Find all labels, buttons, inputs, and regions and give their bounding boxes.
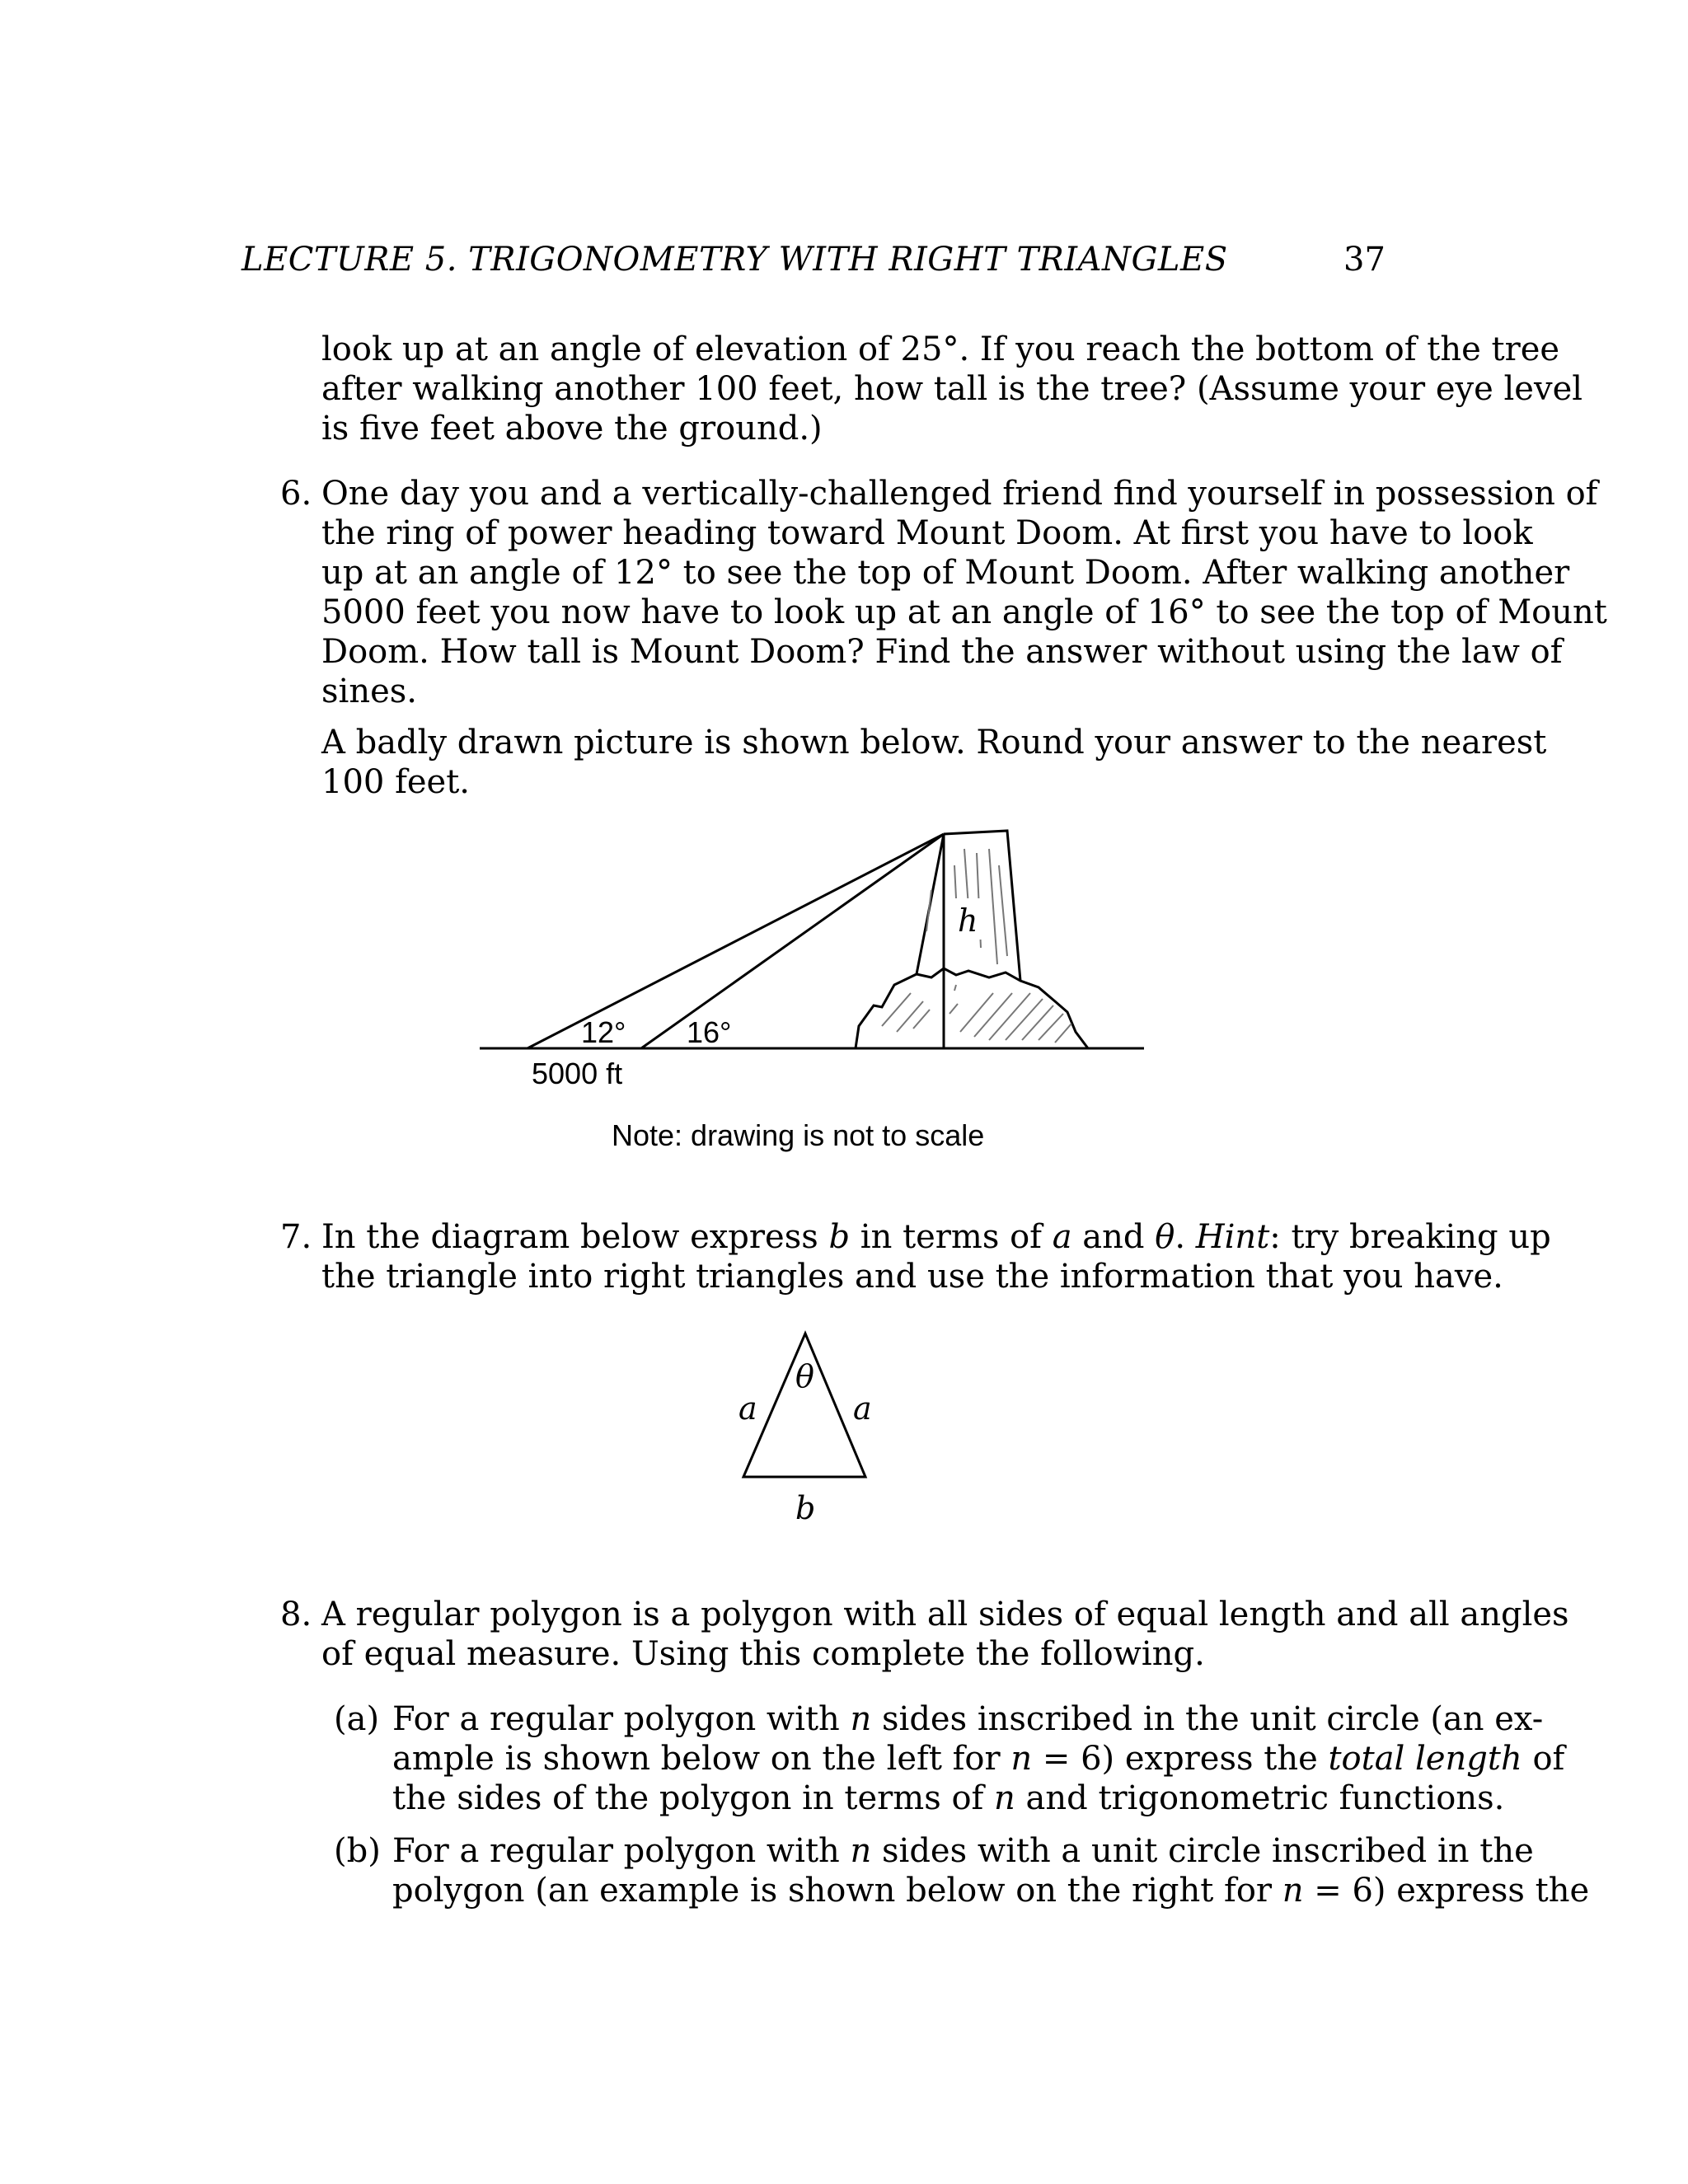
- side-a-right-label: a: [853, 1390, 872, 1427]
- text-line: look up at an angle of elevation of 25°. If you reach the bottom of the tree: [321, 330, 1560, 368]
- text-line: the triangle into right triangles and use the information that you have.: [321, 1258, 1503, 1296]
- text-line: A badly drawn picture is shown below. Round your answer to the nearest: [321, 724, 1547, 762]
- isosceles-triangle: [743, 1333, 865, 1477]
- text-line: One day you and a vertically-challenged friend find yourself in possession of: [321, 475, 1598, 513]
- total-length-emphasis: total length: [1328, 1740, 1522, 1778]
- text-line: Doom. How tall is Mount Doom? Find the answer without using the law of: [321, 633, 1563, 671]
- mount-doom-figure: [462, 816, 1170, 1170]
- text-line: the sides of the polygon in terms of n and trigonometric functions.: [392, 1779, 1505, 1817]
- angle-12-label: 12°: [581, 1015, 626, 1049]
- text-line: sines.: [321, 673, 417, 710]
- problem-number: 7.: [280, 1218, 312, 1256]
- base-b-label: b: [795, 1490, 816, 1526]
- height-label: h: [958, 902, 978, 939]
- mountain-base: [856, 968, 1088, 1048]
- text-line: up at an angle of 12° to see the top of Mount Doom. After walking another: [321, 554, 1570, 592]
- text-line: after walking another 100 feet, how tall is the tree? (Assume your eye level: [321, 370, 1583, 408]
- side-a-left-label: a: [738, 1390, 757, 1427]
- part-b-label: (b): [334, 1832, 381, 1870]
- angle-16-label: 16°: [687, 1015, 732, 1049]
- hint-label: Hint: [1195, 1218, 1270, 1256]
- text-line: 5000 feet you now have to look up at an angle of 16° to see the top of Mount: [321, 593, 1607, 631]
- problem-number: 8.: [280, 1596, 312, 1633]
- text-line: of equal measure. Using this complete the following.: [321, 1635, 1205, 1673]
- part-a-label: (a): [334, 1700, 380, 1738]
- scale-note: Note: drawing is not to scale: [612, 1118, 985, 1152]
- text-line: the ring of power heading toward Mount Doom. At first you have to look: [321, 514, 1533, 552]
- text-line: For a regular polygon with n sides inscribed in the unit circle (an ex-: [392, 1700, 1544, 1738]
- base-hatching: [882, 985, 1071, 1043]
- running-header: LECTURE 5. TRIGONOMETRY WITH RIGHT TRIANGLES: [241, 241, 1228, 279]
- distance-label: 5000 ft: [532, 1057, 623, 1090]
- theta-label: θ: [795, 1358, 814, 1394]
- text-line: 100 feet.: [321, 763, 470, 801]
- triangle-figure: [717, 1319, 898, 1533]
- text-line: A regular polygon is a polygon with all sides of equal length and all angles: [321, 1596, 1569, 1633]
- text-line: In the diagram below express b in terms of a and θ. Hint: try breaking up: [321, 1218, 1551, 1256]
- text-line: polygon (an example is shown below on the right for n = 6) express the: [392, 1872, 1590, 1910]
- text-line: For a regular polygon with n sides with a unit circle inscribed in the: [392, 1832, 1534, 1870]
- page-number: 37: [1343, 241, 1386, 279]
- problem-number: 6.: [280, 475, 312, 513]
- text-line: is five feet above the ground.): [321, 410, 823, 448]
- text-line: ample is shown below on the left for n = 6) express the total length of: [392, 1740, 1565, 1778]
